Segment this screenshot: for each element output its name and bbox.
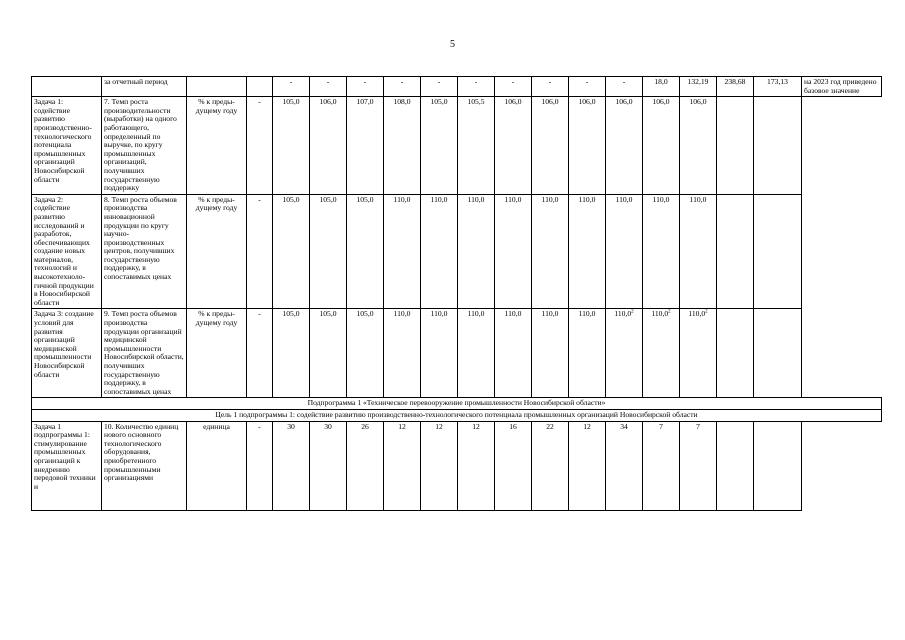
value-cell: 106,0 xyxy=(643,97,680,195)
value-cell: - xyxy=(247,97,273,195)
value-cell: 105,0 xyxy=(347,309,384,398)
value-cell-footnoted xyxy=(606,309,643,398)
task-cell: Задача 3: создание условий для развития организаций медицинской промышленности Новосибирской области xyxy=(32,309,102,398)
value-cell: - xyxy=(421,77,458,97)
value-cell: 110,0 xyxy=(532,309,569,398)
value-cell: - xyxy=(247,194,273,309)
value-cell: - xyxy=(495,77,532,97)
value-cell: 132,19 xyxy=(680,77,717,97)
value-cell: 106,0 xyxy=(310,97,347,195)
note-cell xyxy=(754,97,802,195)
note-cell xyxy=(754,421,802,510)
value-cell: - xyxy=(458,77,495,97)
value-cell: 107,0 xyxy=(347,97,384,195)
task-cell xyxy=(32,77,102,97)
value-cell: 110,0 xyxy=(421,194,458,309)
value-cell: 110,0 xyxy=(421,309,458,398)
value-cell: 26 xyxy=(347,421,384,510)
value-cell: 110,0 xyxy=(384,309,421,398)
value-cell: 110,0 xyxy=(495,194,532,309)
value-cell-footnoted xyxy=(643,309,680,398)
value-cell: 16 xyxy=(495,421,532,510)
value-cell: 110,0 xyxy=(569,194,606,309)
value-cell: - xyxy=(247,309,273,398)
value-text: 110,0 xyxy=(614,309,632,319)
unit-cell: % к преды-дущему году xyxy=(187,97,247,195)
value-cell: - xyxy=(310,77,347,97)
value-cell: 105,0 xyxy=(310,194,347,309)
value-cell: 106,0 xyxy=(569,97,606,195)
table-row-task-1 xyxy=(32,97,882,195)
note-cell xyxy=(754,194,802,309)
value-cell: 110,0 xyxy=(532,194,569,309)
value-cell xyxy=(717,194,754,309)
value-cell: 22 xyxy=(532,421,569,510)
value-cell: 7 xyxy=(680,421,717,510)
indicators-table xyxy=(31,76,882,511)
footnote-mark: 2 xyxy=(631,309,634,315)
value-cell: - xyxy=(384,77,421,97)
value-cell: - xyxy=(569,77,606,97)
footnote-mark: 2 xyxy=(668,309,671,315)
value-cell: 110,0 xyxy=(606,194,643,309)
value-cell: 12 xyxy=(421,421,458,510)
indicator-cell: за отчетный период xyxy=(102,77,187,97)
value-cell: 7 xyxy=(643,421,680,510)
value-cell: 110,0 xyxy=(643,194,680,309)
value-cell: 106,0 xyxy=(606,97,643,195)
value-cell xyxy=(717,309,754,398)
value-cell: 106,0 xyxy=(680,97,717,195)
value-cell: 110,0 xyxy=(680,194,717,309)
note-cell: на 2023 год приведено базовое значение xyxy=(802,77,882,97)
page-number: 5 xyxy=(450,39,455,50)
value-cell: 18,0 xyxy=(643,77,680,97)
value-cell: 105,0 xyxy=(310,309,347,398)
table-row-task-3 xyxy=(32,309,882,398)
indicator-cell: 10. Количество единиц нового основного технологического оборудования, приобретенного промышленными организациями xyxy=(102,421,187,510)
value-cell: 105,0 xyxy=(421,97,458,195)
footnote-mark: 2 xyxy=(705,309,708,315)
unit-cell: единица xyxy=(187,421,247,510)
unit-cell: % к преды-дущему году xyxy=(187,309,247,398)
unit-cell xyxy=(187,77,247,97)
value-cell: 34 xyxy=(606,421,643,510)
value-cell xyxy=(247,77,273,97)
value-cell: 12 xyxy=(569,421,606,510)
value-cell: - xyxy=(247,421,273,510)
value-cell xyxy=(717,421,754,510)
value-cell: 105,0 xyxy=(273,97,310,195)
value-cell: 110,0 xyxy=(384,194,421,309)
note-cell xyxy=(754,309,802,398)
value-cell: 12 xyxy=(384,421,421,510)
subprogram-title: Подпрограмма 1 «Техническое перевооружение промышленности Новосибирской области» xyxy=(32,398,882,410)
indicator-cell: 7. Темп роста производительности (выработки) на одного работающего, определенный по выручке, по кругу промышленных организаций, получивших государственную поддержку xyxy=(102,97,187,195)
value-cell: 110,0 xyxy=(495,309,532,398)
table-row-reporting-period xyxy=(32,77,882,97)
task-cell: Задача 1: содействие развитию производственно-технологического потенциала промышленных организаций Новосибирской области xyxy=(32,97,102,195)
value-cell: 110,0 xyxy=(458,309,495,398)
value-cell: 12 xyxy=(458,421,495,510)
value-cell: 238,68 xyxy=(717,77,754,97)
value-cell: 106,0 xyxy=(495,97,532,195)
value-cell: 110,0 xyxy=(569,309,606,398)
unit-cell: % к преды-дущему году xyxy=(187,194,247,309)
indicator-cell: 9. Темп роста объемов производства продукции организаций медицинской промышленности Новосибирской области, получивших государственную поддержку, в сопоставимых ценах xyxy=(102,309,187,398)
table-row-goal xyxy=(32,409,882,421)
value-cell xyxy=(717,97,754,195)
value-text: 110,0 xyxy=(688,309,706,319)
value-cell-footnoted xyxy=(680,309,717,398)
goal-title: Цель 1 подпрограммы 1: содействие развитию производственно-технологического потенциала промышленных организаций Новосибирской области xyxy=(32,409,882,421)
value-cell: - xyxy=(532,77,569,97)
value-cell: 30 xyxy=(273,421,310,510)
value-cell: - xyxy=(347,77,384,97)
value-cell: 105,0 xyxy=(273,194,310,309)
value-cell: 105,5 xyxy=(458,97,495,195)
value-text: 110,0 xyxy=(651,309,669,319)
value-cell: 105,0 xyxy=(273,309,310,398)
value-cell: 105,0 xyxy=(347,194,384,309)
task-cell: Задача 2: содействие развитию исследований и разработок, обеспечивающих создание новых материалов, технологий и высокотехноло-гичной продукции в Новосибирской области xyxy=(32,194,102,309)
value-cell: 106,0 xyxy=(532,97,569,195)
indicator-cell: 8. Темп роста объемов производства инновационной продукции по кругу научно-производственных центров, получивших государственную поддержку, в сопоставимых ценах xyxy=(102,194,187,309)
table-row-subprogram-task-1 xyxy=(32,421,882,510)
value-cell: - xyxy=(606,77,643,97)
value-cell: 108,0 xyxy=(384,97,421,195)
value-cell: 173,13 xyxy=(754,77,802,97)
value-cell: - xyxy=(273,77,310,97)
value-cell: 30 xyxy=(310,421,347,510)
table-row-task-2 xyxy=(32,194,882,309)
table-row-subprogram xyxy=(32,398,882,410)
value-cell: 110,0 xyxy=(458,194,495,309)
task-cell: Задача 1 подпрограммы 1: стимулирование промышленных организаций к внедрению передовой техники и xyxy=(32,421,102,510)
